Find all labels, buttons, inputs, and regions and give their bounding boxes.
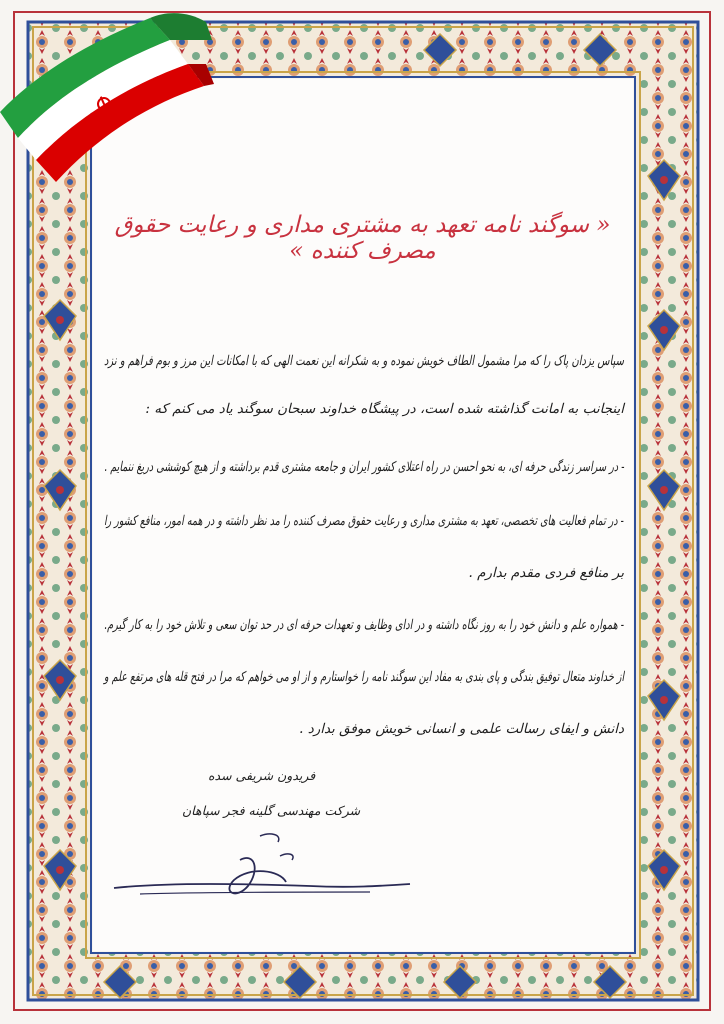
signatory-company: شرکت مهندسی گلینه فجر سپاهان [182,803,361,818]
oath-line-6: - همواره علم و دانش خود را به روز نگاه داشته و در ادای وظایف و تعهدات حرفه ای در حد توان سعی و تلاش خود را به کار گیرم. [103,617,624,633]
document-title: « سوگند نامه تعهد به مشتری مداری و رعایت حقوق مصرف کننده » [114,212,611,264]
oath-line-3: - در سراسر زندگی حرفه ای، به نحو احسن در راه اعتلای کشور ایران و جامعه مشتری قدم برداشته و از هیچ کوششی دریغ ننمایم . [103,459,624,475]
oath-line-4: - در تمام فعالیت های تخصصی، تعهد به مشتری مداری و رعایت حقوق مصرف کننده را مد نظر داشته و در همه امور، منافع کشور را [104,513,624,529]
oath-line-7: از خداوند متعال توفیق بندگی و پای بندی به مفاد این سوگند نامه را خواستارم و از او می خواهم که مرا در فتح قله های مرتفع علم و [103,669,624,685]
oath-line-1: سپاس یزدان پاک را که مرا مشمول الطاف خویش نموده و به شکرانه این نعمت الهی که با امکانات این مرز و بوم فراهم و نزد [104,353,624,369]
oath-line-2: اینجانب به امانت گذاشته شده است، در پیشگاه خداوند سبحان سوگند یاد می کنم که : [145,401,624,417]
signatory-name: فریدون شریفی سده [208,768,316,783]
oath-line-5: بر منافع فردی مقدم بدارم . [468,565,624,581]
handwritten-signature [110,830,430,920]
oath-line-8: دانش و ایفای رسالت علمی و انسانی خویش موفق بدارد . [299,721,624,737]
